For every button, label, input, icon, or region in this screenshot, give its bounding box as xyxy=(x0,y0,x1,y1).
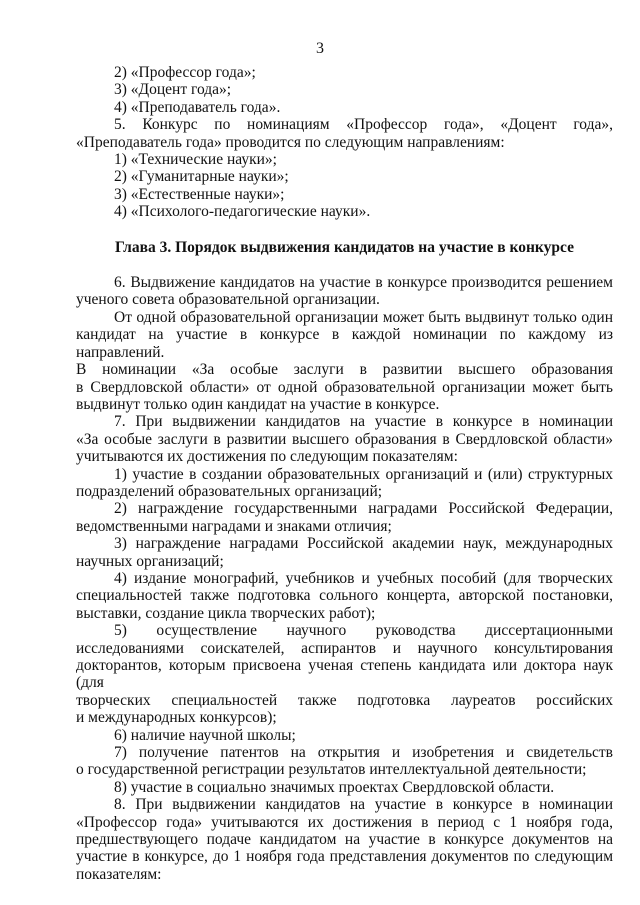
text-line: 6. Выдвижение кандидатов на участие в конкурсе производится решением xyxy=(114,274,613,292)
text-line: 5) осуществление научного руководства диссертационными xyxy=(114,622,613,640)
text-line: подразделений образовательных организаций; xyxy=(76,482,383,500)
text-line: «Преподаватель года» проводится по следующим направлениям: xyxy=(76,133,505,151)
text-line: учитываются их достижения по следующим показателям: xyxy=(76,448,458,466)
text-line: 2) награждение государственными наградами Российской Федерации, xyxy=(114,500,613,518)
page-number: 3 xyxy=(316,40,324,57)
text-line: творческих специальностей также подготовка лауреатов российских xyxy=(76,691,613,709)
text-line: выдвинут только один кандидат на участие в конкурсе. xyxy=(76,395,440,413)
text-line: специальностей также подготовка сольного концерта, авторской постановки, xyxy=(76,587,613,605)
text-line: ведомственными наградами и знаками отличия; xyxy=(76,517,392,535)
text-line: предшествующего подаче кандидатом на участие в конкурсе документов на xyxy=(76,831,613,849)
text-line: в Свердловской области» от одной образовательной организации может быть xyxy=(76,378,613,396)
chapter-heading: Глава 3. Порядок выдвижения кандидатов на участие в конкурсе xyxy=(115,238,574,256)
text-line: ученого совета образовательной организации. xyxy=(76,291,380,309)
text-line: «За особые заслуги в развитии высшего образования в Свердловской области» xyxy=(76,430,613,448)
text-line: 5. Конкурс по номинациям «Профессор года», «Доцент года», xyxy=(114,116,613,134)
text-line: о государственной регистрации результатов интеллектуальной деятельности; xyxy=(76,761,587,779)
text-line: 8. При выдвижении кандидатов на участие в конкурсе в номинации xyxy=(114,796,613,814)
text-line: 3) награждение наградами Российской академии наук, международных xyxy=(114,535,613,553)
text-line: 4) издание монографий, учебников и учебных пособий (для творческих xyxy=(114,569,613,587)
text-line: 2) «Гуманитарные науки»; xyxy=(114,168,289,186)
text-line: кандидат на участие в конкурсе в каждой номинации по каждому из направлений. xyxy=(76,326,613,361)
document-body xyxy=(76,64,613,883)
text-line: 8) участие в социально значимых проектах Свердловской области. xyxy=(114,778,555,796)
text-line: 7) получение патентов на открытия и изобретения и свидетельств xyxy=(114,744,613,762)
text-line: 6) наличие научной школы; xyxy=(114,726,296,744)
text-line: 2) «Профессор года»; xyxy=(114,64,256,81)
text-line: 1) «Технические науки»; xyxy=(114,151,277,169)
text-line: 3) «Доцент года»; xyxy=(114,81,232,99)
text-line: 4) «Психолого-педагогические науки». xyxy=(114,203,371,221)
text-line: 3) «Естественные науки»; xyxy=(114,185,285,203)
text-line: От одной образовательной организации может быть выдвинут только один xyxy=(114,308,613,326)
text-line: 4) «Преподаватель года». xyxy=(114,98,281,116)
text-line: показателям: xyxy=(76,865,162,883)
text-line: 7. При выдвижении кандидатов на участие в конкурсе в номинации xyxy=(114,413,613,431)
text-line: выставки, создание цикла творческих работ); xyxy=(76,604,376,622)
text-line: научных организаций; xyxy=(76,552,224,570)
text-line: 1) участие в создании образовательных организаций и (или) структурных xyxy=(114,465,613,483)
text-line: и международных конкурсов); xyxy=(76,709,277,727)
text-line: участие в конкурсе, до 1 ноября года представления документов по следующим xyxy=(76,848,613,866)
text-line: В номинации «За особые заслуги в развитии высшего образования xyxy=(76,361,613,379)
text-line: «Профессор года» учитываются их достижения в период с 1 ноября года, xyxy=(76,813,613,831)
text-line: докторантов, которым присвоена ученая степень кандидата или доктора наук (для xyxy=(76,657,613,692)
text-line: исследованиями соискателей, аспирантов и научного консультирования xyxy=(76,639,613,657)
